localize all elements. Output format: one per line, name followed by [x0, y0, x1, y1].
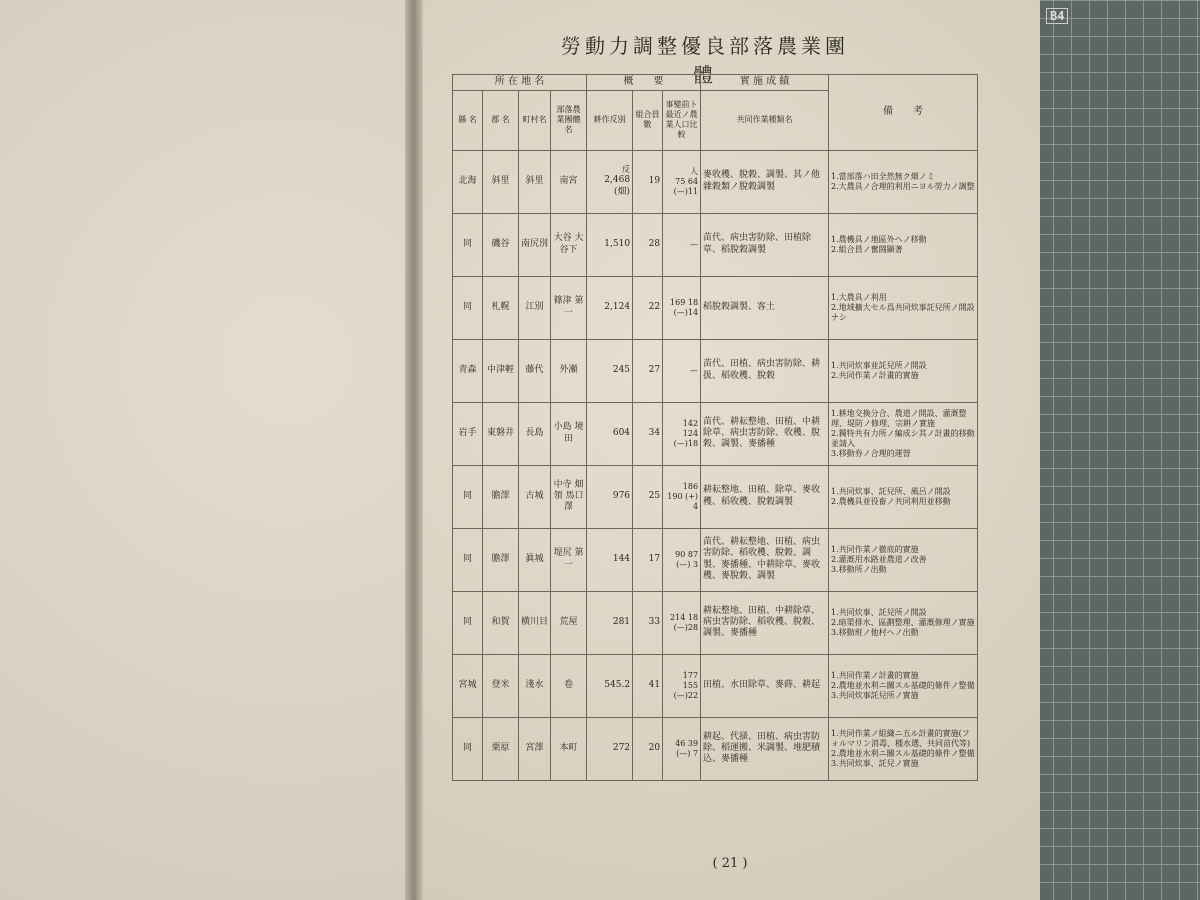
note-item: 3.移動券ノ合理的運營: [831, 448, 911, 458]
note-item: 3.移動所ノ出動: [831, 564, 887, 574]
area-header: 耕作反別: [587, 90, 633, 150]
note-item: 1.共同作業ノ計畫的實施: [831, 670, 919, 680]
work-text: 耕耘整地、田植、中耕除草、病虫害防除、稻收穫、脫穀、調製、麥播種: [703, 605, 821, 639]
unit-label: 反: [622, 165, 631, 175]
unit-label: 人: [690, 166, 699, 176]
note-item: 2.獨特共有力所ノ編成シ其ノ計畫的移動並請入: [831, 428, 975, 448]
note-item: 2.暗渠排水、區劃整理、灌漑修理ノ實施: [831, 617, 975, 627]
town-cell: 淺水: [519, 654, 551, 717]
table-body: [453, 150, 978, 780]
note-item: 3.共同炊事託兒所ノ實施: [831, 690, 919, 700]
group-cell: 外瀬: [551, 339, 587, 402]
district-cell: 膽澤: [483, 528, 519, 591]
area-cell: [587, 276, 633, 339]
work-text: 苗代、田植、病虫害防除、耕扱、稻收穫、脫穀: [703, 359, 821, 381]
note-item: 1.共同炊事、託兒所ノ開設: [831, 607, 927, 617]
prefecture-cell: 同: [453, 591, 483, 654]
town-cell: 南尻別: [519, 213, 551, 276]
prefecture-cell: 同: [453, 276, 483, 339]
area-value: 281: [612, 616, 631, 627]
members-cell: 34: [633, 402, 663, 465]
note-item: 2.農地並水利ニ關スル基礎的條件ノ整備: [831, 680, 975, 690]
population-cell: —: [663, 213, 701, 276]
prefecture-cell: 北海: [453, 150, 483, 213]
district-header: 郡 名: [483, 90, 519, 150]
notes-cell: [829, 213, 978, 276]
members-cell: 28: [633, 213, 663, 276]
note-item: 1.耕地交換分合、農道ノ開設、灌溉整理、堤防ノ修理、宗耕ノ實施: [831, 408, 967, 428]
table-row: [453, 339, 978, 402]
population-value: 75 64 (—)11: [673, 176, 699, 196]
table-row: [453, 528, 978, 591]
work-text: 麥收穫、脫穀、調製、其ノ他雜穀類ノ脫穀調製: [703, 170, 821, 192]
town-header: 町村名: [519, 90, 551, 150]
area-value: 144: [612, 553, 631, 564]
area-cell: [587, 465, 633, 528]
members-cell: 17: [633, 528, 663, 591]
note-item: 1.共同炊事、託兒所、風呂ノ開設: [831, 486, 951, 496]
area-value: 272: [612, 742, 631, 753]
members-cell: 33: [633, 591, 663, 654]
mat-size-label: B4: [1046, 8, 1068, 24]
population-header: 事變前ト最近ノ農業人口比較: [663, 90, 701, 150]
area-cell: [587, 654, 633, 717]
work-cell: [701, 465, 829, 528]
notes-cell: [829, 276, 978, 339]
population-cell: 169 18 (—)14: [663, 276, 701, 339]
work-cell: [701, 213, 829, 276]
area-cell: [587, 339, 633, 402]
location-header: 所 在 地 名: [453, 75, 587, 91]
book-gutter: [405, 0, 423, 900]
group-cell: 南宮: [551, 150, 587, 213]
prefecture-cell: 宮城: [453, 654, 483, 717]
notes-cell: [829, 465, 978, 528]
table-row: [453, 654, 978, 717]
group-header: 部落農業團體名: [551, 90, 587, 150]
group-cell: 篠津 第一: [551, 276, 587, 339]
notes-header: 備 考: [829, 75, 978, 151]
district-cell: 和賀: [483, 591, 519, 654]
area-cell: [587, 591, 633, 654]
work-header: 共同作業種類名: [701, 90, 829, 150]
town-cell: 藤代: [519, 339, 551, 402]
area-value: 2,468: [604, 175, 631, 186]
group-cell: 大谷 大谷下: [551, 213, 587, 276]
table-row: [453, 213, 978, 276]
town-cell: 長島: [519, 402, 551, 465]
area-note: (畑): [614, 186, 631, 197]
district-cell: 斜里: [483, 150, 519, 213]
work-cell: [701, 339, 829, 402]
area-value: 1,510: [604, 238, 631, 249]
work-cell: [701, 528, 829, 591]
district-cell: 膽澤: [483, 465, 519, 528]
work-cell: [701, 591, 829, 654]
note-item: 1.共同作業ノ組織ニ五ル計畫的實施(フォルマリン消毒、種水選、共同苗代等): [831, 728, 971, 748]
work-text: 稻脫穀調製、客土: [703, 301, 776, 312]
district-cell: 東磐井: [483, 402, 519, 465]
area-cell: [587, 402, 633, 465]
town-cell: 眞城: [519, 528, 551, 591]
table-row: [453, 717, 978, 780]
district-cell: 栗原: [483, 717, 519, 780]
note-item: 2.地域擴大セル爲共同炊事託兒所ノ開設ナシ: [831, 302, 975, 322]
members-cell: 19: [633, 150, 663, 213]
work-cell: [701, 402, 829, 465]
members-cell: 27: [633, 339, 663, 402]
population-cell: 46 39 (—) 7: [663, 717, 701, 780]
members-cell: 20: [633, 717, 663, 780]
prefecture-header: 縣 名: [453, 90, 483, 150]
group-cell: 中寺 畑領 馬口澤: [551, 465, 587, 528]
group-cell: 本町: [551, 717, 587, 780]
population-cell: 90 87 (—) 3: [663, 528, 701, 591]
population-cell: 142 124 (—)18: [663, 402, 701, 465]
notes-cell: [829, 591, 978, 654]
notes-cell: [829, 402, 978, 465]
table-row: [453, 591, 978, 654]
table-row: [453, 150, 978, 213]
note-item: 2.農地並水利ニ關スル基礎的條件ノ整備: [831, 748, 975, 758]
overview-header: 概 要: [587, 75, 701, 91]
note-item: 1.農機具ノ地區外ヘノ移動: [831, 234, 927, 244]
district-cell: 磯谷: [483, 213, 519, 276]
table-row: [453, 465, 978, 528]
town-cell: 古城: [519, 465, 551, 528]
note-item: 3.共同炊事、託兒ノ實施: [831, 758, 919, 768]
group-cell: 荒屋: [551, 591, 587, 654]
note-item: 3.移動班ノ他村ヘノ出動: [831, 627, 919, 637]
district-cell: 登米: [483, 654, 519, 717]
area-value: 976: [612, 490, 631, 501]
note-item: 1.當部落ハ田全然無ク畑ノミ: [831, 171, 935, 181]
left-page: [0, 0, 410, 900]
table-row: [453, 276, 978, 339]
work-text: 耕耘整地、田植、除草、麥收穫、稻收穫、脫穀調製: [703, 485, 821, 507]
note-item: 2.大農具ノ合理的利用ニヨル勞力ノ調整: [831, 181, 975, 191]
page-number: ( 21 ): [712, 856, 748, 871]
work-text: 苗代、耕耘整地、田植、中耕除草、病虫害防除、收穫、脫穀、調製、麥播種: [703, 416, 821, 450]
notes-cell: [829, 150, 978, 213]
work-cell: [701, 276, 829, 339]
work-cell: [701, 150, 829, 213]
members-cell: 41: [633, 654, 663, 717]
notes-cell: [829, 654, 978, 717]
group-cell: 卷: [551, 654, 587, 717]
district-cell: 中津輕: [483, 339, 519, 402]
work-text: 苗代、病虫害防除、田植除草、稻脫穀調製: [703, 233, 812, 255]
work-cell: [701, 654, 829, 717]
note-item: 2.組合員ノ奮闘顯著: [831, 244, 903, 254]
prefecture-cell: 同: [453, 213, 483, 276]
population-cell: 214 18 (—)28: [663, 591, 701, 654]
members-cell: 25: [633, 465, 663, 528]
notes-cell: [829, 528, 978, 591]
note-item: 1.共同炊事並託兒所ノ開設: [831, 360, 927, 370]
note-item: 2.共同作業ノ計畫的實施: [831, 370, 919, 380]
group-cell: 堤尻 第一: [551, 528, 587, 591]
town-cell: 宮澤: [519, 717, 551, 780]
area-value: 545.2: [604, 679, 631, 690]
town-cell: 横川目: [519, 591, 551, 654]
results-header: 實 施 成 績: [701, 75, 829, 91]
prefecture-cell: 同: [453, 528, 483, 591]
town-cell: 江別: [519, 276, 551, 339]
cutting-mat: [1035, 0, 1200, 900]
population-cell: 186 190 (+) 4: [663, 465, 701, 528]
population-cell: 177 155 (—)22: [663, 654, 701, 717]
note-item: 1.大農具ノ利用: [831, 292, 887, 302]
area-cell: [587, 528, 633, 591]
farm-groups-table: [452, 74, 978, 781]
area-value: 245: [612, 364, 631, 375]
area-cell: [587, 150, 633, 213]
page-title: 勞動力調整優良部落農業團體: [561, 34, 849, 87]
prefecture-cell: 青森: [453, 339, 483, 402]
area-cell: [587, 717, 633, 780]
prefecture-cell: 岩手: [453, 402, 483, 465]
header-row-1: [453, 75, 978, 91]
population-cell: [663, 150, 701, 213]
note-item: 1.共同作業ノ徹底的實施: [831, 544, 919, 554]
population-cell: —: [663, 339, 701, 402]
work-text: 田植、水田除草、麥蒔、耕起: [703, 679, 821, 690]
area-value: 604: [612, 427, 631, 438]
work-text: 耕起、代掻、田植、病虫害防除、稻運搬、米調製、堆肥積込、麥播種: [703, 731, 821, 765]
table-row: [453, 402, 978, 465]
members-cell: 22: [633, 276, 663, 339]
note-item: 2.灌漑用水路並農道ノ改善: [831, 554, 927, 564]
area-value: 2,124: [604, 301, 631, 312]
district-cell: 札幌: [483, 276, 519, 339]
area-cell: [587, 213, 633, 276]
notes-cell: [829, 339, 978, 402]
group-cell: 小島 境田: [551, 402, 587, 465]
work-cell: [701, 717, 829, 780]
notes-cell: [829, 717, 978, 780]
prefecture-cell: 同: [453, 465, 483, 528]
work-text: 苗代、耕耘整地、田植、病虫害防除、稻收穫、脫穀、調製、麥播種、中耕除草、麥收穫、麥脫穀、調製: [703, 537, 821, 581]
prefecture-cell: 同: [453, 717, 483, 780]
members-header: 組合員數: [633, 90, 663, 150]
town-cell: 斜里: [519, 150, 551, 213]
note-item: 2.農機具並役畜ノ共同利用並移動: [831, 496, 951, 506]
